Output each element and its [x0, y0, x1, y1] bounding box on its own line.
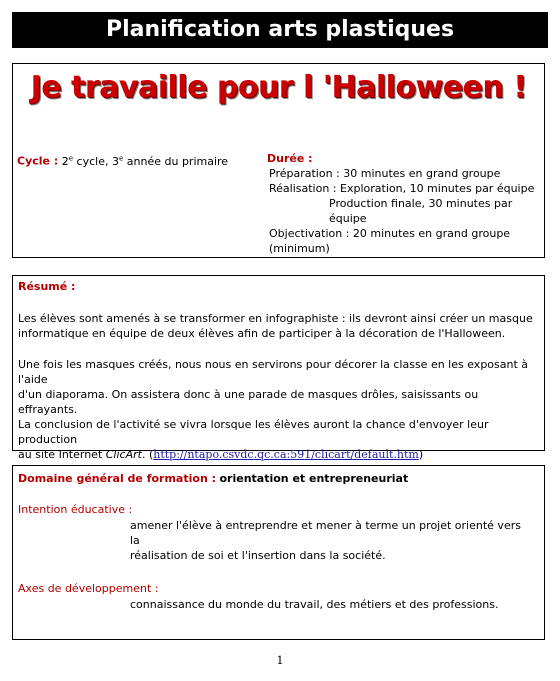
- duree-line: Objectivation : 20 minutes en grand groupe: [269, 227, 511, 240]
- domaine-row: [18, 471, 538, 486]
- resume-line: [18, 447, 538, 462]
- resume-text-fragment: ): [418, 448, 424, 461]
- axes-value: connaissance du monde du travail, des métiers et des professions.: [130, 598, 499, 611]
- resume-line: La conclusion de l'activité se vivra lorsque les élèves auront la chance d'envoyer leur production: [18, 418, 489, 446]
- resume-line: informatique en équipe de deux élèves afin de participer à la décoration de l'Halloween.: [18, 327, 506, 340]
- intention-line: réalisation de soi et l'insertion dans la société.: [130, 549, 386, 562]
- resume-text: [18, 311, 538, 462]
- cycle-value: 2e cycle, 3e année du primaire: [61, 154, 229, 168]
- duree-line: Préparation : 30 minutes en grand groupe: [269, 167, 501, 180]
- resume-line: Une fois les masques créés, nous nous en servirons pour décorer la classe en les exposant à l'aide: [18, 358, 529, 386]
- cycle-row: [17, 151, 257, 169]
- intention-label: Intention éducative :: [18, 503, 133, 516]
- resume-box: [12, 275, 545, 461]
- page-header: [12, 12, 548, 48]
- resume-label: Résumé :: [18, 280, 76, 293]
- resume-line: Les élèves sont amenés à se transformer en infographiste : ils devront ainsi créer un masque: [18, 312, 533, 325]
- duree-line: (minimum): [269, 242, 330, 255]
- duree-line: Production finale, 30 minutes par équipe: [329, 197, 513, 225]
- domaine-box: [12, 465, 545, 640]
- activity-info-box: [12, 63, 545, 258]
- resume-text-fragment: . (: [141, 448, 154, 461]
- resume-text-fragment: au site Internet: [18, 448, 106, 461]
- resume-line: d'un diaporama. On assistera donc à une parade de masques drôles, saisissants ou effrayants.: [18, 388, 479, 416]
- duree-details: [269, 166, 544, 256]
- activity-title: Je travaille pour l 'Halloween !: [30, 70, 527, 105]
- duree-label: Durée :: [267, 152, 313, 165]
- intention-line: amener l'élève à entreprendre et mener à terme un projet orienté vers la: [130, 519, 521, 547]
- axes-label: Axes de développement :: [18, 582, 159, 595]
- page-title: Planification arts plastiques: [105, 17, 455, 42]
- intention-text: [130, 518, 530, 563]
- page-number: 1: [276, 654, 284, 667]
- duree-line: Réalisation : Exploration, 10 minutes par équipe: [269, 182, 535, 195]
- clicart-link[interactable]: http://ntapo.csvdc.qc.ca:591/clicart/default.htm: [153, 448, 419, 461]
- cycle-label: Cycle :: [17, 154, 59, 168]
- domaine-value: orientation et entrepreneuriat: [219, 472, 409, 485]
- site-name: ClicArt: [105, 448, 142, 461]
- domaine-label: Domaine général de formation :: [18, 472, 216, 485]
